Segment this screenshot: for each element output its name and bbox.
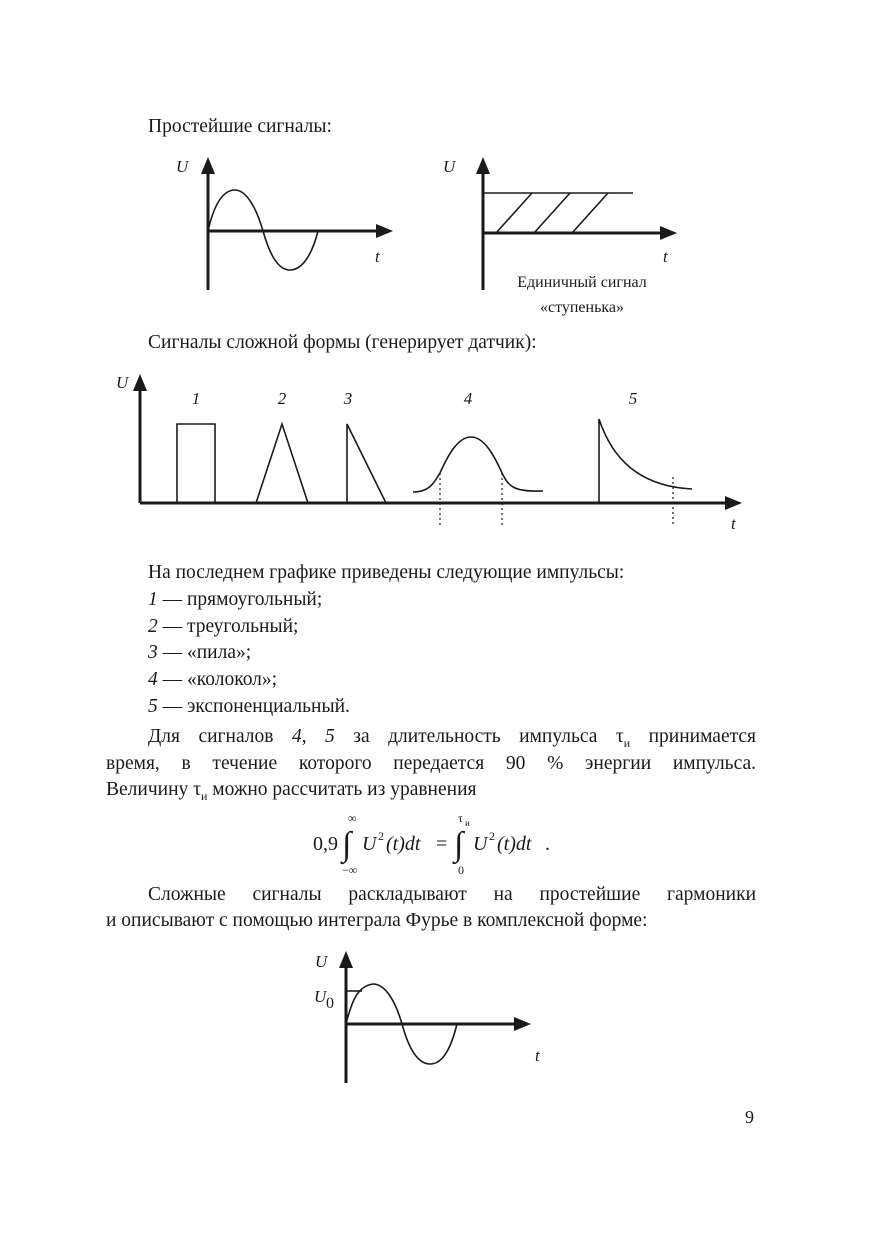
fourier-paragraph-line1: Сложные сигналы раскладывают на простейшие гармоники bbox=[148, 884, 756, 905]
formula-coef: 0,9 bbox=[313, 833, 338, 855]
list-item: 3 — «пила»; bbox=[148, 642, 252, 663]
pulse-number-1: 1 bbox=[191, 389, 201, 408]
step-caption-line1: Единичный сигнал bbox=[517, 274, 647, 291]
formula-integrand2: U bbox=[473, 833, 488, 855]
formula-upper2: τ bbox=[458, 811, 463, 825]
pulses-x-label: t bbox=[731, 514, 736, 533]
formula-lower1: −∞ bbox=[342, 863, 358, 877]
step-y-label: U bbox=[443, 157, 456, 176]
pulse-number-5: 5 bbox=[628, 389, 638, 408]
formula-power2: 2 bbox=[489, 829, 495, 843]
pulse-number-2: 2 bbox=[277, 389, 287, 408]
list-item: 2 — треугольный; bbox=[148, 616, 299, 637]
pulses-y-label: U bbox=[116, 373, 129, 392]
integral-sign-icon: ∫ bbox=[454, 826, 464, 863]
shifted-y-label: U bbox=[315, 952, 328, 971]
shifted-x-label: t bbox=[535, 1046, 540, 1065]
duration-paragraph-line3: Величину $\tau_и$ можно рассчитать из уравнения bbox=[106, 779, 477, 803]
shifted-y-arrow-icon bbox=[339, 951, 353, 968]
duration-paragraph-line2: время, в течение которого передается 90 % энергии импульса. bbox=[106, 753, 756, 774]
u0-subscript: 0 bbox=[326, 995, 334, 1012]
page-number: 9 bbox=[745, 1107, 754, 1127]
fourier-paragraph-line2: и описывают с помощью интеграла Фурье в комплексной форме: bbox=[106, 910, 648, 931]
formula-upper1: ∞ bbox=[348, 811, 357, 825]
shifted-x-arrow-icon bbox=[514, 1017, 531, 1031]
u0-label: U bbox=[314, 987, 327, 1006]
integral-sign-icon: ∫ bbox=[342, 826, 352, 863]
formula-lower2: 0 bbox=[458, 863, 464, 877]
heading-simple-signals: Простейшие сигналы: bbox=[148, 116, 332, 137]
formula-integrand1: U bbox=[362, 833, 377, 855]
formula-end: . bbox=[545, 833, 550, 855]
formula-upper2-sub: и bbox=[465, 818, 470, 828]
formula-power1: 2 bbox=[378, 829, 384, 843]
pulse-number-4: 4 bbox=[463, 389, 473, 408]
list-item: 5 — экспоненциальный. bbox=[148, 696, 350, 717]
heading-complex-signals: Сигналы сложной формы (генерирует датчик): bbox=[148, 332, 537, 353]
step-caption-line2: «ступенька» bbox=[539, 299, 625, 316]
list-intro: На последнем графике приведены следующие импульсы: bbox=[148, 562, 625, 583]
sine-x-label: t bbox=[375, 247, 380, 266]
step-x-label: t bbox=[663, 247, 668, 266]
pulse-number-3: 3 bbox=[343, 389, 353, 408]
list-item: 4 — «колокол»; bbox=[148, 669, 278, 690]
list-item: 1 — прямоугольный; bbox=[148, 589, 323, 610]
sine-y-label: U bbox=[176, 157, 189, 176]
duration-paragraph-line1: Для сигналов 4, 5 за длительность импульса $\tau_и$ принимается bbox=[148, 726, 757, 750]
formula-equals: = bbox=[436, 833, 448, 855]
formula-arg1: (t)dt bbox=[386, 833, 421, 855]
formula-arg2: (t)dt bbox=[497, 833, 532, 855]
